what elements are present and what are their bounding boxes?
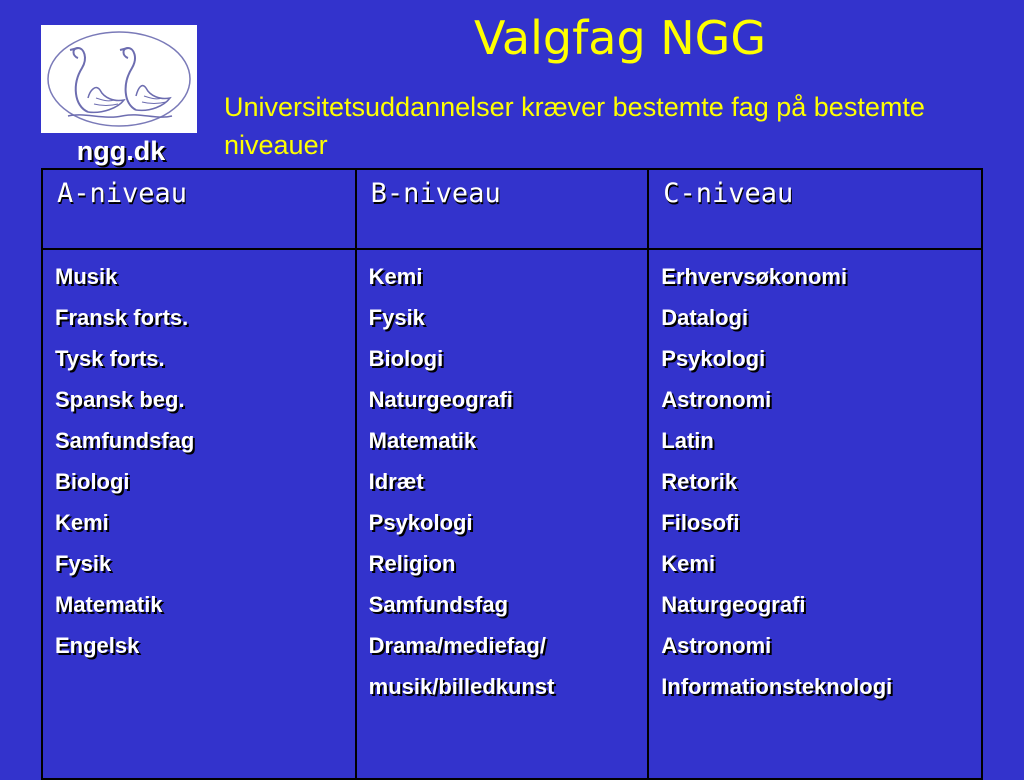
subject-item: Samfundsfag — [55, 428, 195, 453]
subject-list-a — [43, 250, 355, 666]
subject-item: Fysik — [55, 551, 112, 576]
subject-item: musik/billedkunst — [368, 674, 555, 699]
column-b-niveau — [356, 249, 649, 779]
header-b-niveau: B-niveau — [356, 169, 649, 249]
subject-item: Engelsk — [55, 633, 140, 658]
subject-item: Naturgeografi — [368, 387, 513, 412]
logo-caption: ngg.dk — [76, 136, 166, 166]
subject-item: Naturgeografi — [661, 592, 806, 617]
subject-table — [41, 168, 983, 780]
subject-item: Erhvervsøkonomi — [661, 264, 848, 289]
subject-item: Kemi — [55, 510, 109, 535]
subject-item: Idræt — [368, 469, 424, 494]
subject-item: Religion — [368, 551, 456, 576]
subject-item: Kemi — [661, 551, 716, 576]
subject-item: Astronomi — [661, 387, 772, 412]
table-header-row — [42, 169, 982, 249]
subject-item: Tysk forts. — [55, 346, 165, 371]
column-a-niveau — [42, 249, 356, 779]
swans-logo-icon — [44, 28, 194, 130]
subject-item: Musik — [55, 264, 118, 289]
subject-item: Biologi — [55, 469, 130, 494]
column-c-niveau — [648, 249, 982, 779]
logo — [41, 25, 197, 133]
subject-item: Drama/mediefag/ — [368, 633, 546, 658]
subject-item: Datalogi — [661, 305, 749, 330]
subject-item: Latin — [661, 428, 714, 453]
subject-item: Kemi — [368, 264, 423, 289]
subject-item: Samfundsfag — [368, 592, 509, 617]
subject-list-b — [357, 250, 648, 707]
subject-item: Psykologi — [661, 346, 766, 371]
page-title: Valgfag NGG — [474, 11, 766, 65]
subject-item: Spansk beg. — [55, 387, 185, 412]
subject-item: Psykologi — [368, 510, 473, 535]
subject-item: Filosofi — [661, 510, 740, 535]
header-c-niveau: C-niveau — [648, 169, 982, 249]
table-row — [42, 249, 982, 779]
header-a-niveau: A-niveau — [42, 169, 356, 249]
subject-item: Matematik — [368, 428, 477, 453]
subject-item: Biologi — [368, 346, 444, 371]
subject-item: Matematik — [55, 592, 163, 617]
subject-list-c — [649, 250, 981, 707]
subject-item: Fransk forts. — [55, 305, 189, 330]
page-subtitle: Universitetsuddannelser kræver bestemte fag på bestemte niveauer — [224, 92, 925, 160]
subject-item: Retorik — [661, 469, 738, 494]
subject-item: Informationsteknologi — [661, 674, 893, 699]
subject-item: Fysik — [368, 305, 425, 330]
subject-item: Astronomi — [661, 633, 772, 658]
